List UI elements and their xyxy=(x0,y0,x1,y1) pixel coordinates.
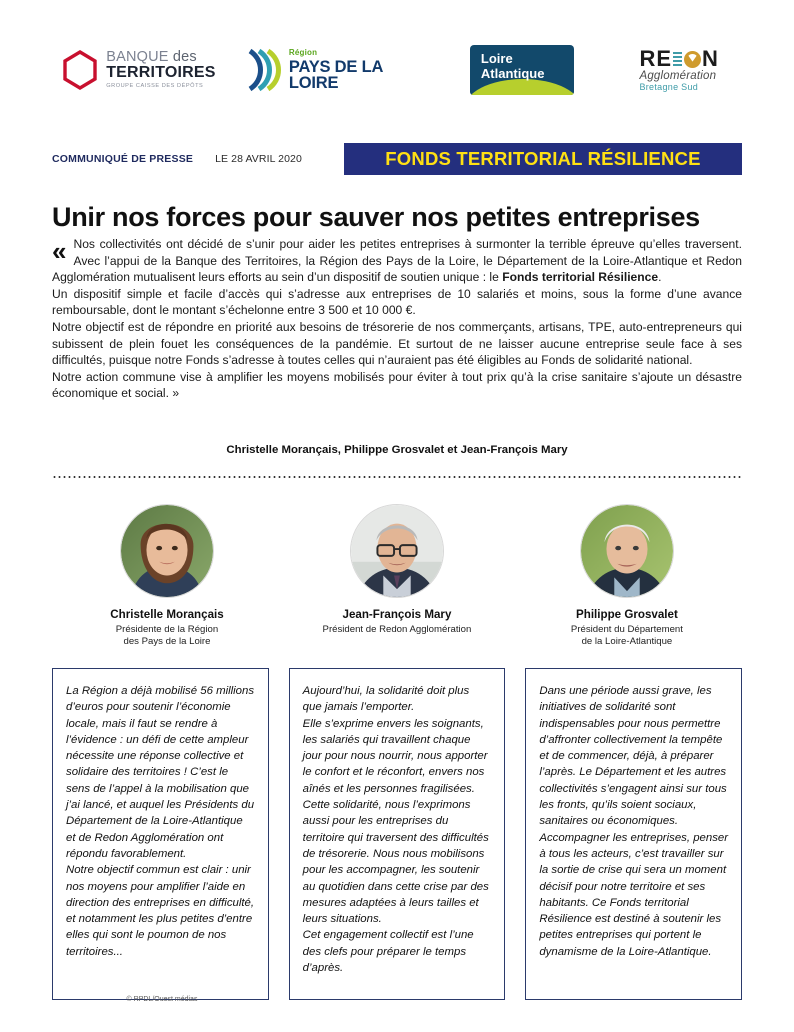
dotted-divider xyxy=(52,476,742,478)
person-role-line1: Président de Redon Agglomération xyxy=(322,624,472,635)
logo-banque-des-territoires xyxy=(52,50,226,90)
signature-line: Christelle Morançais, Philippe Grosvalet et Jean-François Mary xyxy=(226,444,568,456)
open-quote-mark: « xyxy=(52,236,67,266)
people-row xyxy=(52,504,742,649)
logo-loire-atlantique xyxy=(449,45,594,95)
portrait-philippe-grosvalet-icon xyxy=(581,505,673,597)
person-card xyxy=(52,504,282,649)
body-paragraph-2: Un dispositif simple et facile d’accès qui s’adresse aux entreprises de 10 salariés et moins, sous la forme d’une avance remboursable, dont le montant s’échelonne entre 3 500 et 10 000 €. xyxy=(52,286,742,318)
bdt-line2: TERRITOIRES xyxy=(106,64,216,82)
avatar xyxy=(350,504,444,598)
fund-title-text: FONDS TERRITORIAL RÉSILIENCE xyxy=(385,148,701,169)
logo-bar xyxy=(52,36,742,104)
quote-card-text: Aujourd’hui, la solidarité doit plus que jamais l’emporter. Elle s’exprime envers les soignants, les salariés qui travaillent chaque jour pour nous nourrir, nous apporter le confort et le réconfort, envers nos aînés et les personnes fragilisées. Cette solidarité, nous l’exprimons aussi pour les entreprises du territoire qui traversent des difficultés de trésorerie. Nous nous mobilisons pour les accompagner, les soutenir au quotidien dans cette crise par des mesures adaptées à leurs tailles et leurs situations. Cet engagement collectif est l’une des clefs pour préparer le temps d’après. xyxy=(302,685,489,975)
p1-text-b: . xyxy=(658,270,662,285)
portrait-christelle-morancais-icon xyxy=(121,505,213,597)
article-body xyxy=(52,236,742,402)
quote-card-text: La Région a déjà mobilisé 56 millions d’euros pour soutenir l’économie locale, mais il faut se rendre à l’évidence : un défi de cette ampleur nécessite une réponse collective et solidaire des territoires ! C’est le sens de l’appel à la mobilisation que j’ai lancé, et auquel les Présidents du Département de la Loire-Atlantique et de Redon Agglomération ont répondu favorablement. Notre objectif commun est clair : unir nos moyens pour amplifier l’aide en direction des entreprises en difficulté, et notamment les plus petites d’entre elles qui sont le poumon de nos territoires... xyxy=(66,685,255,958)
person-name: Jean-François Mary xyxy=(342,608,452,621)
redon-name-part1: RE xyxy=(639,46,673,72)
la-line1: Loire xyxy=(480,51,513,66)
bdt-line1-des: des xyxy=(172,48,197,65)
person-card xyxy=(512,504,742,649)
bdt-line1: BANQUE xyxy=(106,48,173,65)
quote-card-text: Dans une période aussi grave, les initiatives de solidarité sont indispensables pour nous permettre d’affronter collectivement la tempête et de commencer, déjà, à préparer l’après. Le Département et les autres collectivités s’engagent ainsi sur tous les fronts, qu’ils soient sociaux, sanitaires ou économiques. Accompagner les entreprises, penser à tous les acteurs, c’est travailler sur la sortie de crise qui sera un moment décisif pour notre territoire et ses habitants. Ce Fonds territorial Résilience est destiné à soutenir les petites entreprises qui portent le dynamisme de la Loire-Atlantique. xyxy=(539,685,729,958)
portrait-jean-francois-mary-icon xyxy=(351,505,443,597)
person-name: Philippe Grosvalet xyxy=(576,608,678,621)
redon-name-part2: N xyxy=(702,46,719,72)
redon-sub2: Bretagne Sud xyxy=(639,81,699,92)
redon-sub1: Agglomération xyxy=(639,70,717,83)
person-role-line1: Président du Département xyxy=(570,624,683,635)
quote-cards-row xyxy=(52,668,742,1000)
quote-card xyxy=(525,668,742,1000)
fund-title-banner xyxy=(344,143,742,175)
person-name: Christelle Morançais xyxy=(110,608,224,621)
person-role-line1: Présidente de la Région xyxy=(115,624,219,635)
press-release-date: LE 28 AVRIL 2020 xyxy=(215,153,302,165)
body-paragraph-3: Notre objectif est de répondre en priorité aux besoins de trésorerie de nos commerçants, artisans, TPE, auto-entrepreneurs qui subissent de plein fouet les conséquences de la pandémie. Et surtout de ne laisser aucune entreprise seule face à ses difficultés, puisque notre Fonds s’adresse à toutes celles qui n’auraient pas été éligibles au Fonds de solidarité national. xyxy=(52,319,742,368)
body-paragraph-1 xyxy=(52,236,742,286)
avatar xyxy=(120,504,214,598)
logo-redon-agglomeration xyxy=(616,48,742,92)
person-role-line2: de la Loire-Atlantique xyxy=(581,636,673,648)
p1-text-bold: Fonds territorial Résilience xyxy=(502,270,659,285)
redon-o-icon xyxy=(684,51,701,68)
photo-credit: © RPDL/Ouest médias xyxy=(126,996,198,1003)
person-card xyxy=(282,504,512,649)
page-title: Unir nos forces pour sauver nos petites entreprises xyxy=(52,202,700,232)
quote-card xyxy=(289,668,506,1000)
redon-stripes-icon xyxy=(673,52,682,67)
green-curve-shape xyxy=(470,79,574,95)
press-release-label: COMMUNIQUÉ DE PRESSE xyxy=(52,153,194,165)
body-paragraph-4: Notre action commune vise à amplifier les moyens mobilisés pour éviter à tout prix qu’à la crise sanitaire s’ajoute un désastre économique et social. » xyxy=(52,369,742,401)
la-line2: Atlantique xyxy=(480,65,545,81)
bdt-line3: GROUPE CAISSE DES DÉPÔTS xyxy=(106,83,204,90)
hexagon-icon xyxy=(62,50,98,90)
p1-text-a: Nos collectivités ont décidé de s’unir pour aider les petites entreprises à surmonter la terrible épreuve qu’elles traversent. Avec l’appui de la Banque des Territoires, la Région des Pays de la Loire, le Département de la Loire-Atlantique et Redon Agglomération mutualisent leurs efforts au sein d’un dispositif de soutien unique : le xyxy=(52,237,742,285)
logo-region-pays-de-la-loire xyxy=(248,48,432,92)
pdl-line1: Région xyxy=(288,47,318,57)
avatar xyxy=(580,504,674,598)
press-header-row xyxy=(52,142,742,176)
quote-card xyxy=(52,668,269,1000)
pdl-line2: PAYS DE LA LOIRE xyxy=(288,57,383,92)
person-role-line2: des Pays de la Loire xyxy=(123,636,211,648)
arcs-icon xyxy=(248,48,282,92)
